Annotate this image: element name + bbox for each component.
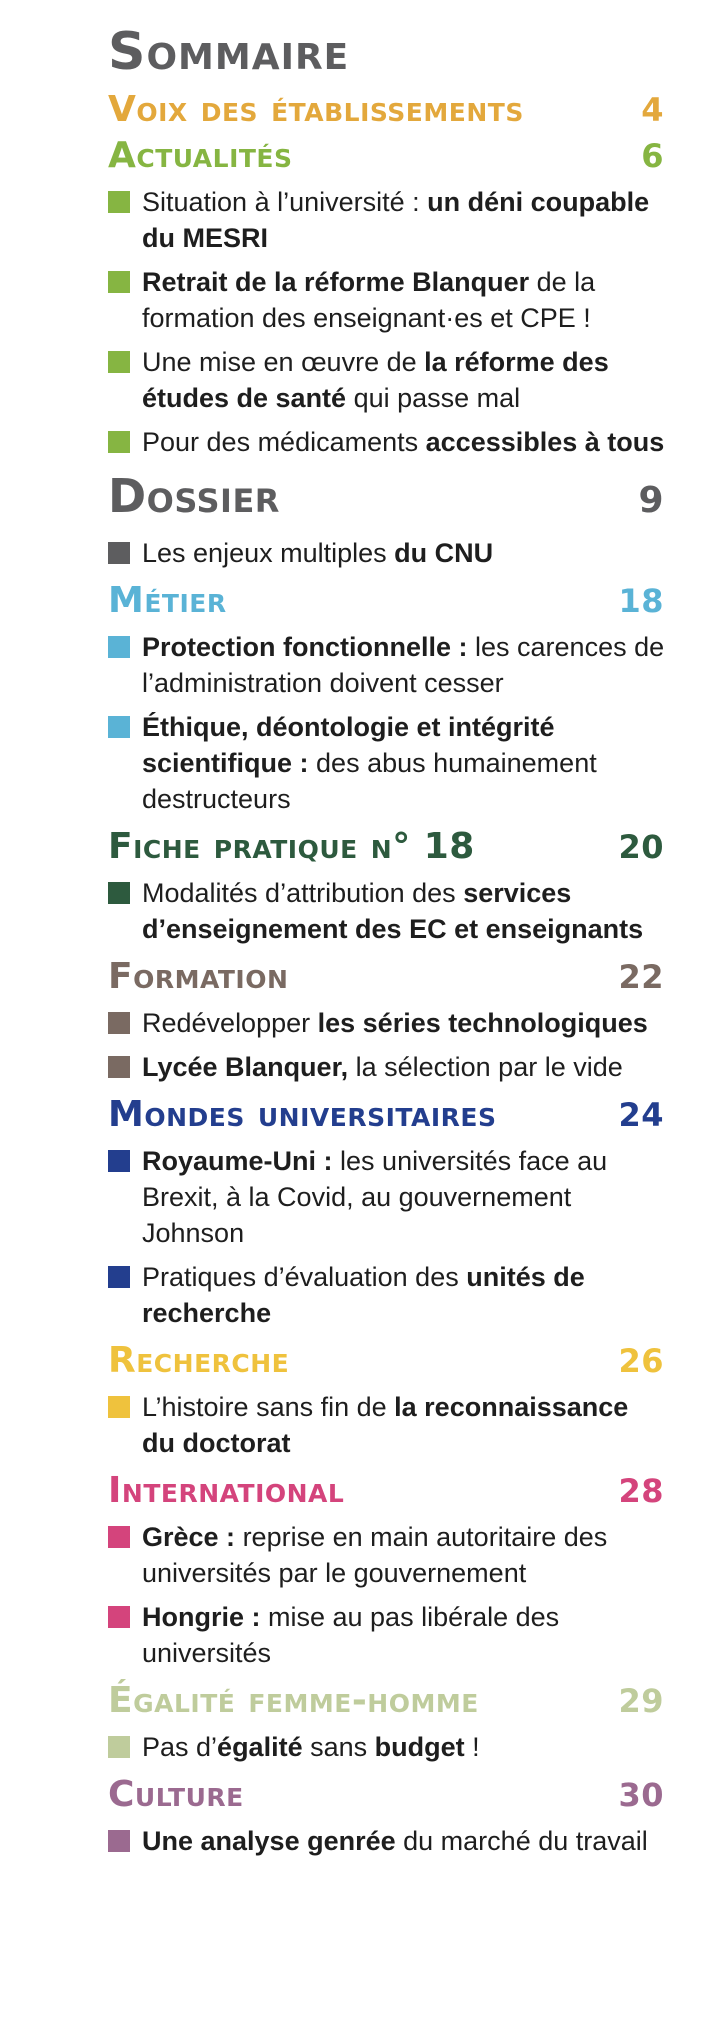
square-bullet-icon [108, 716, 130, 738]
section-page-number: 29 [618, 1682, 664, 1720]
bold-text-run: les séries technologiques [317, 1008, 648, 1038]
section-page-number: 24 [618, 1096, 664, 1134]
text-run: Pas d’ [142, 1732, 218, 1762]
toc-item[interactable] [108, 1599, 668, 1671]
section-title: Voix des établissements [108, 89, 524, 130]
toc-item-text [142, 1049, 668, 1085]
section-page-number: 9 [638, 480, 664, 521]
section-voix [108, 88, 668, 132]
toc-item[interactable] [108, 1519, 668, 1591]
section-page-number: 4 [641, 91, 664, 129]
toc-item-text [142, 875, 668, 947]
section-dossier [108, 468, 668, 571]
toc-item-text [142, 1259, 668, 1331]
toc-item[interactable] [108, 1729, 668, 1765]
section-heading[interactable] [108, 1469, 668, 1513]
section-heading[interactable] [108, 955, 668, 999]
square-bullet-icon [108, 1736, 130, 1758]
text-run: mise au pas libérale des universités [142, 1602, 560, 1668]
square-bullet-icon [108, 636, 130, 658]
text-run: Redévelopper [142, 1008, 318, 1038]
section-heading[interactable] [108, 579, 668, 623]
section-heading[interactable] [108, 1093, 668, 1137]
square-bullet-icon [108, 431, 130, 453]
text-run: les carences de l’administration doivent cesser [142, 632, 665, 698]
bold-text-run: budget [374, 1732, 465, 1762]
section-recherche [108, 1339, 668, 1461]
section-egalite [108, 1679, 668, 1765]
square-bullet-icon [108, 271, 130, 293]
toc-item[interactable] [108, 1823, 668, 1859]
text-run: Une mise en œuvre de [142, 347, 425, 377]
section-mondes [108, 1093, 668, 1331]
text-run: sans [302, 1732, 375, 1762]
toc-item[interactable] [108, 629, 668, 701]
toc-item[interactable] [108, 875, 668, 947]
section-culture [108, 1773, 668, 1859]
bold-text-run: la reconnaissance du doctorat [142, 1392, 629, 1458]
square-bullet-icon [108, 1830, 130, 1852]
section-metier [108, 579, 668, 817]
toc-item-text [142, 1389, 668, 1461]
toc-item-text [142, 184, 668, 256]
square-bullet-icon [108, 882, 130, 904]
bold-text-run: Hongrie : [142, 1602, 261, 1632]
bold-text-run: Grèce : [142, 1522, 236, 1552]
toc-item[interactable] [108, 1049, 668, 1085]
section-title: Égalité femme-homme [108, 1680, 479, 1721]
section-page-number: 6 [641, 137, 664, 175]
toc-item-text [142, 1143, 668, 1251]
section-heading[interactable] [108, 88, 668, 132]
bold-text-run: Retrait de la réforme Blanquer [142, 267, 530, 297]
section-heading[interactable] [108, 468, 668, 529]
toc-item-text [142, 1519, 668, 1591]
square-bullet-icon [108, 1012, 130, 1034]
section-title: Mondes universitaires [108, 1094, 497, 1135]
section-page-number: 30 [618, 1776, 664, 1814]
bold-text-run: accessibles à tous [425, 427, 665, 457]
section-fiche [108, 825, 668, 947]
square-bullet-icon [108, 1150, 130, 1172]
bold-text-run: Une analyse genrée [142, 1826, 396, 1856]
bold-text-run: égalité [217, 1732, 303, 1762]
section-actualites [108, 134, 668, 460]
text-run: Pour des médicaments [142, 427, 426, 457]
toc-item-text [142, 424, 668, 460]
section-heading[interactable] [108, 825, 668, 869]
section-page-number: 18 [618, 582, 664, 620]
section-title: Métier [108, 580, 227, 621]
text-run: reprise en main autoritaire des universités par le gouvernement [142, 1522, 608, 1588]
toc-item-text [142, 344, 668, 416]
toc-item-text [142, 1599, 668, 1671]
toc-item-text [142, 629, 668, 701]
bold-text-run: unités de recherche [142, 1262, 585, 1328]
square-bullet-icon [108, 1606, 130, 1628]
sections-list [108, 88, 668, 1859]
toc-item-text [142, 709, 668, 817]
section-heading[interactable] [108, 1679, 668, 1723]
toc-item-text [142, 1823, 668, 1859]
text-run: qui passe mal [346, 383, 521, 413]
toc-item[interactable] [108, 424, 668, 460]
text-run: Situation à l’université : [142, 187, 428, 217]
section-title: Dossier [108, 469, 280, 523]
toc-item[interactable] [108, 344, 668, 416]
toc-item[interactable] [108, 264, 668, 336]
section-page-number: 28 [618, 1472, 664, 1510]
table-of-contents [108, 22, 668, 1867]
toc-item[interactable] [108, 709, 668, 817]
square-bullet-icon [108, 1526, 130, 1548]
square-bullet-icon [108, 1266, 130, 1288]
toc-item[interactable] [108, 1005, 668, 1041]
bold-text-run: un déni coupable du MESRI [142, 187, 650, 253]
section-title: Actualités [108, 135, 293, 176]
section-title: Recherche [108, 1340, 290, 1381]
text-run: des abus humainement destructeurs [142, 748, 597, 814]
section-international [108, 1469, 668, 1671]
text-run: de la formation des enseignant·es et CPE ! [142, 267, 596, 333]
bold-text-run: du CNU [394, 538, 494, 568]
toc-item-text [142, 1005, 668, 1041]
text-run: Les enjeux multiples [142, 538, 395, 568]
toc-item-text [142, 535, 668, 571]
section-heading[interactable] [108, 1339, 668, 1383]
page-title: Sommaire [108, 22, 350, 82]
text-run: les universités face au Brexit, à la Covid, au gouvernement Johnson [142, 1146, 608, 1248]
section-title: Fiche pratique n° 18 [108, 826, 475, 867]
section-title: International [108, 1470, 345, 1511]
section-page-number: 22 [618, 958, 664, 996]
section-heading[interactable] [108, 134, 668, 178]
bold-text-run: Lycée Blanquer, [142, 1052, 349, 1082]
section-page-number: 26 [618, 1342, 664, 1380]
toc-item[interactable] [108, 1389, 668, 1461]
section-page-number: 20 [618, 828, 664, 866]
text-run: Pratiques d’évaluation des [142, 1262, 467, 1292]
text-run: L’histoire sans fin de [142, 1392, 395, 1422]
text-run: la sélection par le vide [348, 1052, 623, 1082]
bold-text-run: services d’enseignement des EC et enseignants [142, 878, 644, 944]
square-bullet-icon [108, 1056, 130, 1078]
section-formation [108, 955, 668, 1085]
bold-text-run: Royaume-Uni : [142, 1146, 333, 1176]
bold-text-run: la réforme des études de santé [142, 347, 609, 413]
toc-item-text [142, 1729, 668, 1765]
square-bullet-icon [108, 351, 130, 373]
text-run: ! [464, 1732, 480, 1762]
square-bullet-icon [108, 542, 130, 564]
text-run: Modalités d’attribution des [142, 878, 464, 908]
toc-item-text [142, 264, 668, 336]
section-heading[interactable] [108, 1773, 668, 1817]
square-bullet-icon [108, 1396, 130, 1418]
bold-text-run: Protection fonctionnelle : [142, 632, 468, 662]
text-run: du marché du travail [395, 1826, 648, 1856]
square-bullet-icon [108, 191, 130, 213]
bold-text-run: Éthique, déontologie et intégrité scientifique : [142, 712, 555, 778]
toc-item[interactable] [108, 184, 668, 256]
toc-item[interactable] [108, 1143, 668, 1251]
section-title: Culture [108, 1774, 244, 1815]
section-title: Formation [108, 956, 289, 997]
toc-item[interactable] [108, 1259, 668, 1331]
toc-item[interactable] [108, 535, 668, 571]
